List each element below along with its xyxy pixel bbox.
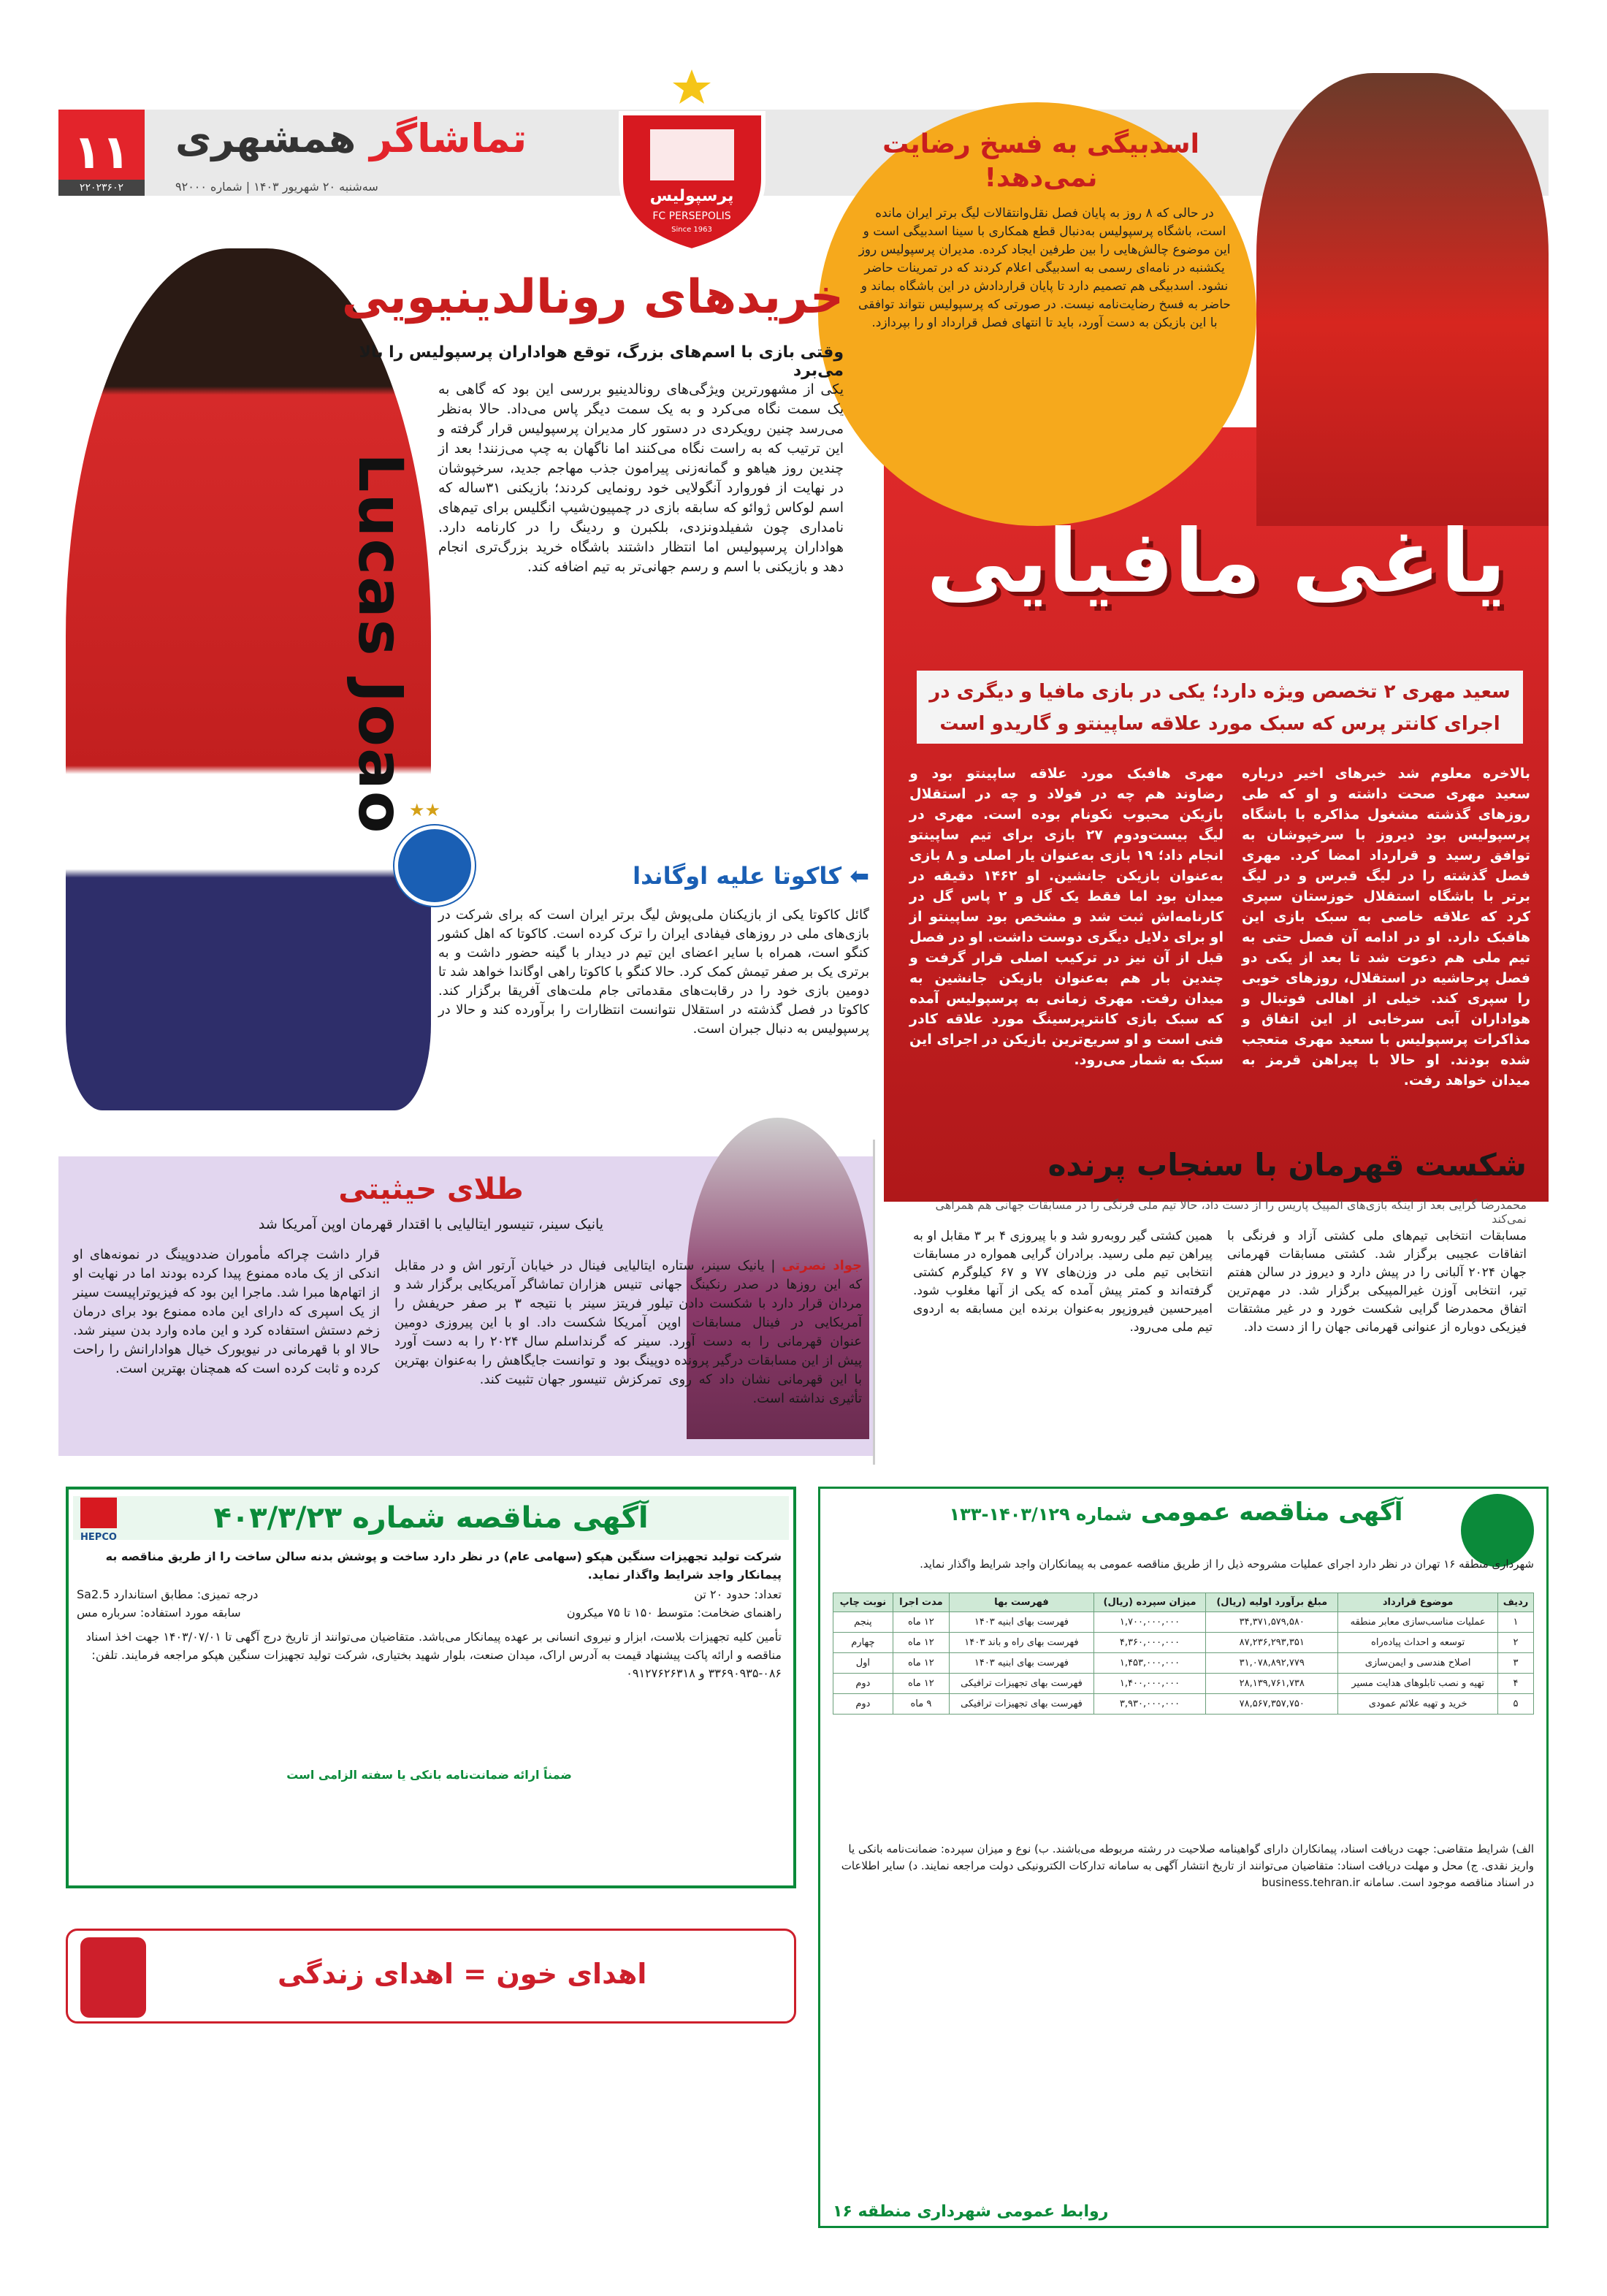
left-article-subtitle: وقتی بازی با اسم‌های بزرگ، توقع هواداران پرسپولیس را بالا می‌برد [359,343,844,380]
kakota-body: گائل کاکوتا یکی از بازیکنان ملی‌پوش لیگ برتر ایران است که برای شرکت در بازی‌های ملی در روزهای فیفادی ایران را ترک کرده است. کاکوتا که اهل کشور کنگو است، همراه با سایر اعضای این تیم در دیدار با گینه حضور داشت و به برتری یک بر صفر تیمش کمک کرد. حالا کنگو با کاکوتا راهی اوگاندا خواهد شد تا دومین بازی خود را در رقابت‌های مقدماتی جام ملت‌های آفریقا برگزار کند. کاکوتا در فصل گذشته در استقلال نتوانست انتظارات را برآورده کند و حالا در پرسپولیس به دنبال جبران است. [438,907,869,1037]
tehran-tender-title [913,1498,1439,1527]
table-row [833,1612,1534,1633]
table-cell: فهرست بهای تجهیزات ترافیکی [949,1674,1093,1694]
brand-section: تماشاگر [370,115,527,161]
table-cell: ۱۲ ماه [893,1633,949,1653]
table-row [833,1633,1534,1653]
feature-column-2: مهری هافبک مورد علاقه ساپینتو بود و رضاوند هم چه در فولاد و چه در استقلال بازیکن محبوب نکونام بوده است. مهری در لیگ بیست‌ودوم ۲۷ بازی برای تیم ساپینتو انجام داد؛ ۱۹ بازی به‌عنوان یار اصلی و ۸ بازی به‌عنوان بازیکن جانشین. او ۱۴۶۲ دقیقه در میدان بود اما فقط یک گل و ۲ پاس گل در کارنامه‌اش ثبت شد و مشخص بود ساپینتو از او برای دلایل دیگری دوست داشت. او در فصل قبل از آن نیز در ترکیب اصلی قرار گرفت و چندین بار هم به‌عنوان بازیکن جانشین به میدان رفت. مهری زمانی به پرسپولیس آمده که سبک بازی کانترپرسینگ مورد علاقه کادر فنی است و او سریع‌ترین بازیکن در اجرای این سبک به شمار می‌رود. [909,766,1224,1068]
table-row [833,1674,1534,1694]
table-cell: ۱۲ ماه [893,1674,949,1694]
table-cell: ۱,۷۰۰,۰۰۰,۰۰۰ [1093,1612,1205,1633]
col-header: میزان سپرده (ریال) [1093,1593,1205,1612]
arrow-left-icon: ⬅ [841,862,869,890]
table-cell: ۱۲ ماه [893,1653,949,1674]
hepco-item: درجه تمیزی: مطابق استاندارد Sa2.5 [77,1587,259,1601]
table-cell: فهرست بهای راه و باند ۱۴۰۳ [949,1633,1093,1653]
table-cell: ۳ [1497,1653,1533,1674]
left-article-title: خریدهای رونالدینیویی [341,270,844,324]
table-cell: ۲۸,۱۳۹,۷۶۱,۷۳۸ [1206,1674,1338,1694]
col-header: نوبت چاپ [833,1593,893,1612]
player-name-vertical: Lucas Joao [345,453,416,835]
gold-body-2: فینال در خیابان آرتور اش و در مقابل هزاران تماشاگر آمریکایی برگزار شد و سینر با نتیجه ۳ بر صفر حریفش را شکست داد. او با این پیروزی دومین گرنداسلم سال ۲۰۲۴ را به دست آورد و توانست جایگاهش را به‌عنوان بهترین تنیسور جهان تثبیت کند. [394,1258,606,1387]
kakota-title-text: کاکوتا علیه اوگاندا [633,862,842,890]
phone-number: ۲۲۰۲۳۶۰۲ [58,180,145,196]
table-cell: پنجم [833,1612,893,1633]
table-cell: ۲ [1497,1633,1533,1653]
saeid-mehri-photo [1256,73,1549,526]
gold-author: جواد نصرتی [782,1258,862,1273]
table-row [833,1653,1534,1674]
table-cell: عملیات مناسب‌سازی معابر منطقه [1338,1612,1498,1633]
hepco-tender-intro: شرکت تولید تجهیزات سنگین هپکو (سهامی عام) در نظر دارد ساخت و پوشش بدنه سالن ساخت را از طریق مناقصه به پیمانکار واجد شرایط واگذار نماید. [105,1549,782,1582]
logo-since: Since 1963 [671,226,712,234]
esteghlal-logo-icon [394,825,475,906]
table-cell: دوم [833,1694,893,1715]
table-cell: ۵ [1497,1694,1533,1715]
callout-body: در حالی که ۸ روز به پایان فصل نقل‌وانتقالات لیگ برتر ایران مانده است، باشگاه پرسپولیس به‌دنبال قطع همکاری با سینا اسدبیگی است و این موضوع چالش‌هایی را بین طرفین ایجاد کرده. مدیران پرسپولیس روز یکشنبه در نامه‌ای رسمی به اسدبیگی اعلام کردند که در تمرینات حاضر نشود. اسدبیگی هم تصمیم دارد تا پایان قراردادش در این باشگاه بماند و حاضر به فسخ رضایت‌نامه نیست. در صورتی که پرسپولیس نتواند توافقی با این بازیکن به دست آورد، باید تا انتهای فصل قرارداد او را بپردازد. [858,206,1231,330]
hepco-tender-notes: تأمین کلیه تجهیزات بلاست، ابزار و نیروی انسانی بر عهده پیمانکار می‌باشد. متقاضیان می‌توانند از تاریخ درج آگهی تا ۱۴۰۳/۰۷/۰۱ جهت اخذ اسناد مناقصه و ارائه پاکت پیشنهاد قیمت به آدرس اراک، میدان صنعت، بلوار شهید بختیاری، شرکت تولید تجهیزات سنگین هپکو مراجعه فرمایند. تلفن: ۰۸۶-۳۳۶۹۰۹۳۵ و ۰۹۱۲۷۶۲۶۳۱۸ [85,1630,782,1680]
table-cell: اول [833,1653,893,1674]
hepco-tender-items [77,1603,782,1622]
table-cell: تهیه و نصب تابلوهای هدایت مسیر [1338,1674,1498,1694]
gold-title: طلای حیثیتی [338,1172,524,1206]
hepco-item: سابقه مورد استفاده: سرباره مس [77,1606,241,1620]
gold-subtitle: یانیک سینر، تنیسور ایتالیایی با اقتدار قهرمان اوپن آمریکا شد [258,1216,604,1232]
hepco-tender-body [77,1547,782,1684]
kakota-title [548,862,869,890]
table-cell: دوم [833,1674,893,1694]
issue-line: سه‌شنبه ۲۰ شهریور ۱۴۰۳ | شماره ۹۲۰۰۰ [175,180,378,194]
logo-latin: FC PERSEPOLIS [652,210,731,222]
tehran-tender-number: شماره ۱۴۰۳/۱۲۹-۱۳۳ [949,1504,1132,1525]
hepco-logo [73,1494,124,1545]
column-divider [873,1140,875,1465]
page-number: ۱۱ [58,110,145,196]
feature-title: یاغی مافیایی [926,511,1506,613]
table-cell: ۳۱,۰۷۸,۸۹۲,۷۷۹ [1206,1653,1338,1674]
table-cell: ۱۲ ماه [893,1612,949,1633]
col-header: مبلغ برآورد اولیه (ریال) [1206,1593,1338,1612]
table-cell: فهرست بهای ابنیه ۱۴۰۳ [949,1612,1093,1633]
brand-name: همشهری [175,115,356,161]
table-cell: توسعه و احداث پیاده‌راه [1338,1633,1498,1653]
tehran-tender-heading: آگهی مناقصه عمومی [1140,1498,1403,1527]
left-article-body: یکی از مشهورترین ویژگی‌های رونالدینیو بررسی این بود که گاهی به یک سمت نگاه می‌کرد و به یک سمت دیگر پاس می‌داد. حالا به‌نظر می‌رسد چنین رویکردی در دستور کار مدیران پرسپولیس قرار گرفته و این ترتیب که به راست نگاه می‌کنند اما ناگهان به چپ می‌زنند! بعد از چندین روز هیاهو و گمانه‌زنی پیرامون جذب مهاجم جدید، سرخپوشان در نهایت از فوروارد آنگولایی خود رونمایی کردند؛ بازیکنی ۳۱ساله که اسم لوکاس ژوائو که سابقه بازی در چمپیون‌شیپ انگلیس برای تیم‌های نامداری چون شفیلدونزدی، بلکبرن و ردینگ را در کارنامه دارد. هواداران پرسپولیس اما انتظار داشتند باشگاه خرید بزرگ‌تری انجام دهد و بازیکنی با اسم و رسم جهانی‌تر به تیم اضافه کند. [438,381,844,575]
tender-table-header [833,1593,1534,1612]
table-cell: ۴ [1497,1674,1533,1694]
shekast-body-1: مسابقات انتخابی تیم‌های ملی کشتی آزاد و فرنگی با اتفاقات عجیبی برگزار شد. کشتی مسابقات قهرمانی جهان ۲۰۲۴ آلبانی را در پیش دارد و دیروز در سالن هفتم تیر، انتخابی آوزن غیرالمپیکی برگزار شد. در مهم‌ترین اتفاق محمدرضا گرایی شکست خورد و در غیر مشتقات فیزیکی دوباره از عنوانی قهرمانی جهان را از دست داد. [1227,1229,1527,1335]
hepco-tender-title: آگهی مناقصه شماره ۴۰۳/۳/۲۳ [73,1496,789,1540]
table-cell: ۱,۴۰۰,۰۰۰,۰۰۰ [1093,1674,1205,1694]
star-icon [673,69,711,104]
blood-donation-text: اهدای خون = اهدای زندگی [278,1958,647,1990]
stars-icon: ★★ [409,800,441,820]
gold-body-3: قرار داشت چراکه مأموران ضددوپینگ در نمونه‌های او اندکی از یک ماده ممنوع پیدا کرده بودند اما در نهایت او از اتهام‌ها مبرا شد. ماجرا این بود که فیزیوتراپیست سینر از یک اسپری که دارای این ماده ممنوع بود برای درمان زخم دستش استفاده کرد و این ماده وارد بدن سینر شد. حالا او با قهرمانی در نیویورک خیال هوادارانش را راحت کرده و ثابت کرده است که همچنان بهترین است. [73,1247,380,1376]
table-cell: ۸۷,۲۳۶,۲۹۳,۳۵۱ [1206,1633,1338,1653]
shekast-title: شکست قهرمان با سنجاب پرنده [1047,1147,1527,1183]
hepco-item: راهنمای ضخامت: متوسط ۱۵۰ تا ۷۵ میکرون [566,1606,782,1620]
col-header: مدت اجرا [893,1593,949,1612]
table-cell: چهارم [833,1633,893,1653]
table-cell: فهرست بهای تجهیزات ترافیکی [949,1694,1093,1715]
tehran-tender-intro: شهرداری منطقه ۱۶ تهران در نظر دارد اجرای عملیات مشروحه ذیل را از طریق مناقصه عمومی به پیمانکاران واجد شرایط واگذار نماید. [920,1557,1534,1571]
col-header: موضوع قرارداد [1338,1593,1498,1612]
table-cell: ۴,۳۶۰,۰۰۰,۰۰۰ [1093,1633,1205,1653]
feature-column-1: بالاخره معلوم شد خبرهای اخیر درباره سعید مهری صحت داشته و او که طی روزهای گذشته مشغول مذاکره با باشگاه پرسپولیس بود دیروز با سرخپوشان به توافق رسید و قرارداد امضا کرد. مهری فصل گذشته را در لیگ قبرس و در لیگ برتر با باشگاه استقلال خوزستان سپری کرد که علاقه خاصی به سبک بازی این هافبک دارد. او در ادامه آن فصل حتی به تیم ملی هم دعوت شد تا بعد از یکی دو فصل پرحاشیه در استقلال، روزهای خوبی را سپری کند. خیلی از اهالی فوتبال و هواداران آبی سرخابی از این اتفاق و مذاکرات پرسپولیس با سعید مهری متعجب شده بودند. او حالا با پیراهن قرمز به میدان خواهد رفت. [1242,766,1530,1088]
table-cell: فهرست بهای ابنیه ۱۴۰۳ [949,1653,1093,1674]
logo-name: پرسپولیس [649,187,734,205]
table-cell: خرید و تهیه علائم عمودی [1338,1694,1498,1715]
table-cell: ۱ [1497,1612,1533,1633]
shekast-body-2: همین کشتی گیر روبه‌رو شد و با پیروزی ۴ بر ۳ مقابل او به پیراهن تیم ملی رسید. برادران گرایی همواره در مسابقات انتخابی تیم ملی در وزن‌های ۷۷ و ۶۷ کیلوگرم کشتی گرفته‌اند و کمتر پیش آمده که یکی از آنها مغلوب شود. امیرحسین فیروزپور به‌عنوان برنده این مسابقه به اردوی تیم ملی می‌رود. [913,1229,1213,1335]
table-cell: اصلاح هندسی و ایمن‌سازی [1338,1653,1498,1674]
tehran-tender-body: الف) شرایط متقاضی: جهت دریافت اسناد، پیمانکاران دارای گواهینامه صلاحیت در رشته مربوطه می‌باشند. ب) نوع و میزان سپرده: ضمانت‌نامه بانکی یا واریز نقدی. ج) محل و مهلت دریافت اسناد: متقاضیان می‌توانند از تاریخ انتشار آگهی به سامانه تدارکات الکترونیکی دولت مراجعه نمایند. د) سایر اطلاعات در اسناد مناقصه موجود است. سامانه business.tehran.ir [841,1842,1534,1889]
tender-table [833,1593,1534,1715]
hepco-logo-text: HEPCO [80,1532,117,1543]
table-cell: ۳,۹۳۰,۰۰۰,۰۰۰ [1093,1694,1205,1715]
persepolis-logo [606,69,778,252]
table-cell: ۱,۴۵۳,۰۰۰,۰۰۰ [1093,1653,1205,1674]
brand-title [175,115,527,161]
hepco-tender-footer: ضمناً ارائه ضمانت‌نامه بانکی یا سفته الزامی است [286,1768,572,1782]
hepco-item: تعداد: حدود ۲۰ تن [694,1587,782,1601]
col-header: ردیف [1497,1593,1533,1612]
gold-body-1: جواد نصرتی | یانیک سینر، ستاره ایتالیایی که این روزها در صدر رنکینگ جهانی تنیس مردان قرار دارد با شکست دادن تیلور فریتز آمریکایی در فینال مسابقات اوپن آمریکا عنوان قهرمانی را به دست آورد. سینر که پیش از این مسابقات درگیر پرونده دوپینگ بود با این قهرمانی نشان داد که روی تمرکزش تأثیری نداشته است. [614,1258,862,1406]
table-cell: ۷۸,۵۶۷,۳۵۷,۷۵۰ [1206,1694,1338,1715]
callout-title: اسدبیگی به فسخ رضایت نمی‌دهد! [882,129,1199,193]
feature-subtitle: سعید مهری ۲ تخصص ویژه دارد؛ یکی در بازی مافیا و دیگری در اجرای کانتر پرس که سبک مورد علاقه ساپینتو و گاریدو است [929,681,1511,735]
hepco-tender-items [77,1585,782,1603]
col-header: فهرست بها [949,1593,1093,1612]
table-cell: ۳۴,۳۷۱,۵۷۹,۵۸۰ [1206,1612,1338,1633]
column-emblem [650,129,734,180]
tehran-tender-footer: روابط عمومی شهرداری منطقه ۱۶ [833,2202,1109,2221]
hepco-mark-icon [80,1498,117,1528]
blood-bag-icon [80,1937,146,2018]
shekast-subtitle: محمدرضا گرایی بعد از اینکه بازی‌های المپیک پاریس را از دست داد، حالا تیم ملی فرنگی را در مسابقات جهانی هم همراهی نمی‌کند [935,1198,1527,1226]
table-row [833,1694,1534,1715]
table-cell: ۹ ماه [893,1694,949,1715]
gold-body-1-text: یانیک سینر، ستاره ایتالیایی که این روزها در صدر رنکینگ جهانی تنیس مردان قرار دارد با شکست دادن تیلور فریتز آمریکایی در فینال مسابقات اوپن آمریکا عنوان قهرمانی را به دست آورد. سینر که پیش از این مسابقات درگیر پرونده دوپینگ بود با این قهرمانی نشان داد که روی تمرکزش تأثیری نداشته است. [614,1258,862,1406]
